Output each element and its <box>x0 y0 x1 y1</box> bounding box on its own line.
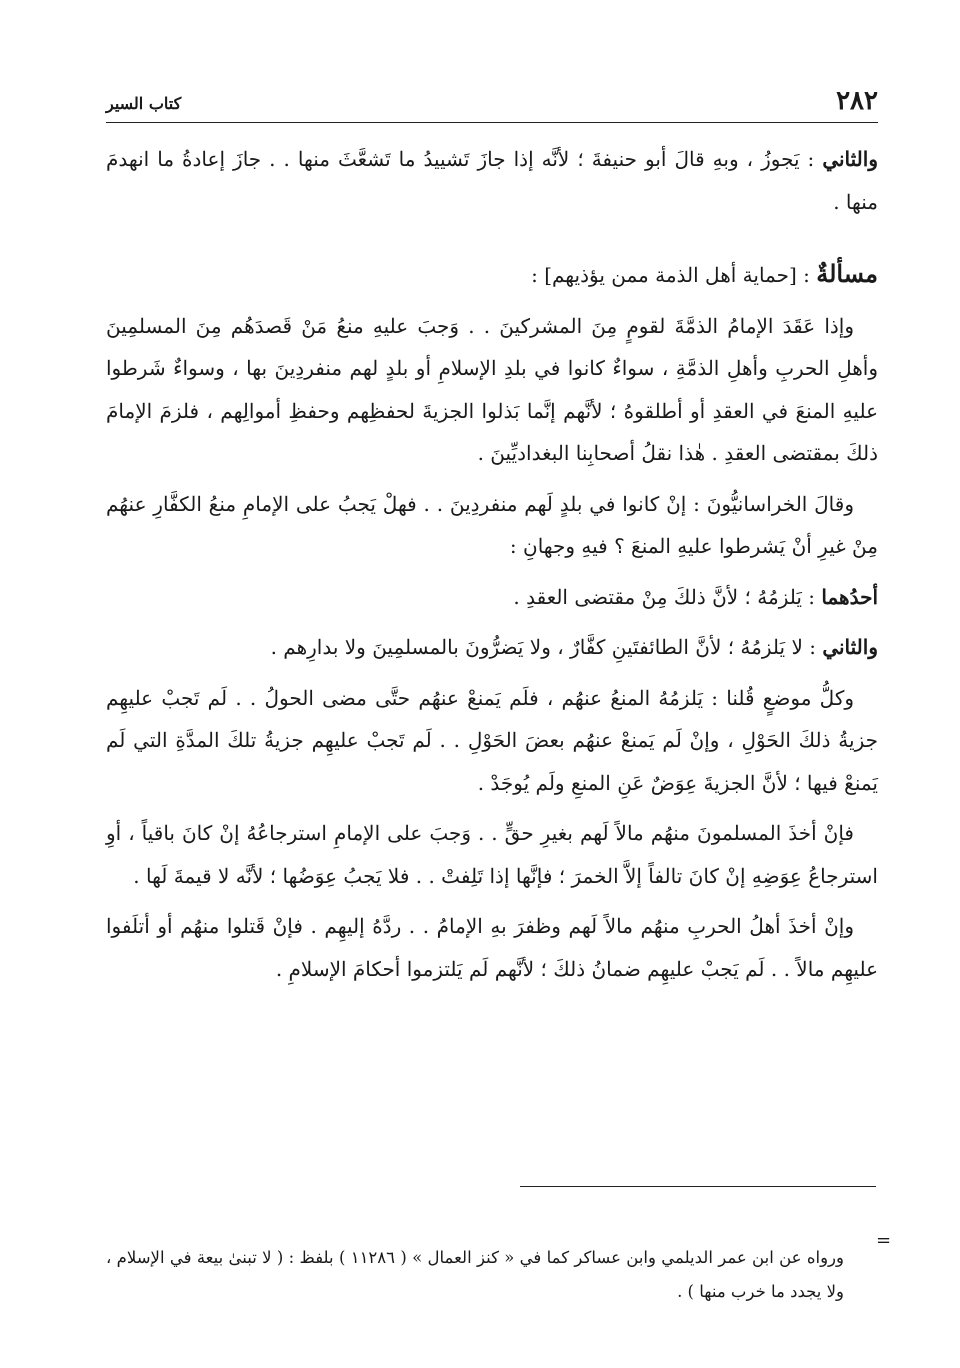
paragraph-second-opinion-1 <box>106 138 878 223</box>
heading-label: مسألةٌ <box>816 259 878 288</box>
page-number: ٢٨٢ <box>836 86 878 116</box>
paragraph-first-opinion <box>106 576 878 619</box>
paragraph-text: : لا يَلزمُهُ ؛ لأنَّ الطائفتَينِ كفَّارٌ ، ولا يَضرُّونَ بالمسلمِينَ ولا بدارِهم . <box>270 635 823 659</box>
paragraph-second-opinion-2 <box>106 626 878 669</box>
paragraph-lead: والثاني <box>822 147 878 171</box>
page-header <box>106 86 878 123</box>
paragraph-lead: والثاني <box>822 635 878 659</box>
paragraph: وكلُّ موضعٍ قُلنا : يَلزمُهُ المنعُ عنهُم ، فلَم يَمنعْ عنهُم حتَّى مضى الحولُ . . لَم تَجبْ عليهِم جزيةُ ذلكَ الحَوْلِ ، وإنْ لَم يَمنعْ عنهُم بعضَ الحَوْلِ . . لَم تَجبْ عليهِم جزيةُ تلكَ المدَّةِ التي لَم يَمنعْ فيها ؛ لأنَّ الجزيةَ عِوَضٌ عَنِ المنعِ ولَم يُوجَدْ . <box>106 685 878 795</box>
heading-title: : [حماية أهل الذمة ممن يؤذيهم] : <box>531 263 817 287</box>
running-title: كتاب السير <box>106 94 182 113</box>
paragraph: وإنْ أخذَ أهلُ الحربِ منهُم مالاً لَهم وظفرَ بهِ الإمامُ . . ردَّهُ إليهِم . فإنْ قَتلوا منهُم أو أتلَفوا عليهِم مالاً . . لَم يَجبْ عليهِم ضمانُ ذلكَ ؛ لأنَّهم لَم يَلتزموا أحكامَ الإسلامِ . <box>106 914 878 981</box>
main-text <box>106 138 878 998</box>
paragraph-text: : يَلزمُهُ ؛ لأنَّ ذلكَ مِنْ مقتضى العقدِ . <box>513 584 822 609</box>
paragraph: وإذا عَقَدَ الإمامُ الذمَّةَ لقومٍ مِنَ المشركينَ . . وَجبَ عليهِ منعُ مَنْ قَصدَهُم مِنَ المسلمِينَ وأهلِ الحربِ وأهلِ الذمَّةِ ، سواءٌ كانوا في بلدِ الإسلامِ أو بلدٍ لهم منفردِينَ بها ، وسواءٌ شَرطوا عليهِ المنعَ في العقدِ أو أطلقوهُ ؛ لأنَّهم إنَّما بَذلوا الجزيةَ لحفظِهم وحفظِ أموالِهم ، فلزمَ الإمامَ ذلكَ بمقتضى العقدِ . هٰذا نقلُ أصحابِنا البغداديِّينَ . <box>106 313 878 465</box>
footnote-divider <box>520 1186 876 1187</box>
footnote-continuation-mark: = <box>876 1230 892 1251</box>
footnote: ورواه عن ابن عمر الديلمي وابن عساكر كما في « كنز العمال » ( ١١٢٨٦ ) بلفظ : ( لا تبنىٰ بيعة في الإسلام ، ولا يجدد ما خرب منها ) . <box>106 1247 844 1301</box>
paragraph-lead: أحدُهما <box>821 584 878 609</box>
paragraph: وقالَ الخراسانيُّونَ : إنْ كانوا في بلدٍ لَهم منفردِينَ . . فهلْ يَجبُ على الإمامِ منعُ الكفَّارِ عنهُم مِنْ غيرِ أنْ يَشرطوا عليهِ المنعَ ؟ فيهِ وجهانِ : <box>106 491 878 558</box>
paragraph: فإنْ أخذَ المسلمونَ منهُم مالاً لَهم بغيرِ حقٍّ . . وَجبَ على الإمامِ استرجاعُهُ إنْ كانَ باقياً ، أوِ استرجاعُ عِوَضِهِ إنْ كانَ تالفاً إلاَّ الخمرَ ؛ فإنَّها إذا تَلِفتْ . . فلا يَجبُ عِوَضُها ؛ لأنَّه لا قيمةَ لَها . <box>106 821 878 888</box>
section-heading <box>106 253 878 297</box>
paragraph-text: : يَجوزُ ، وبهِ قالَ أبو حنيفةَ ؛ لأنَّه إذا جازَ تَشييدُ ما تَشعَّثَ منها . . جازَ إعادةُ ما انهدمَ منها . <box>106 147 878 214</box>
